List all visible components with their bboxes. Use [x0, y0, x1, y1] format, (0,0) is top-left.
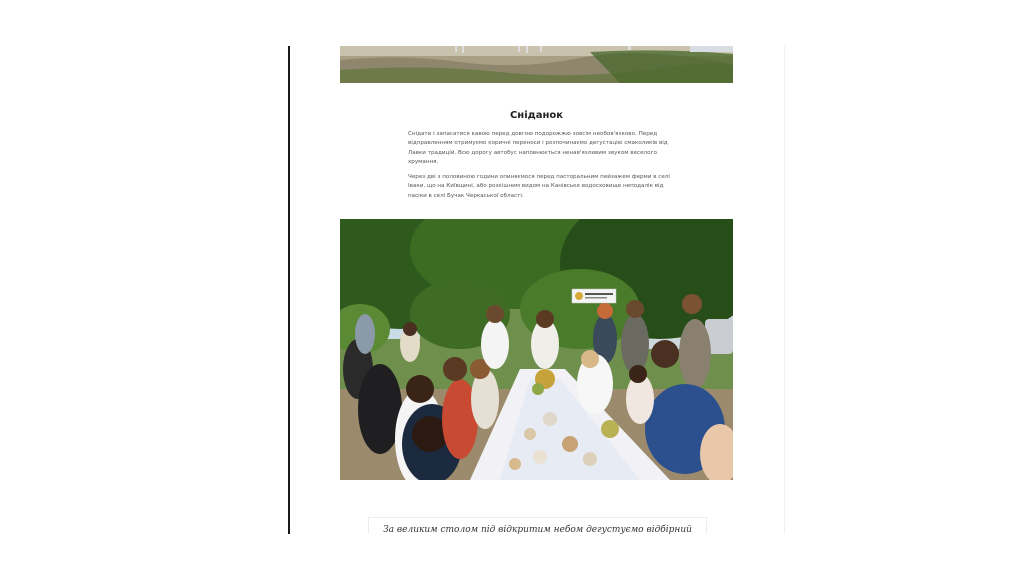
caption-text: За великим столом під відкритим небом дегустуємо відбірний	[383, 525, 692, 534]
paragraph-2: Через дві з половиною години опиняємося перед пасторальним пейзажем ферми в селі Іваки, що на Київщині, або розкішним видом на Канівське водосховище неподалік від пасіки в селі Бучак Черкаської області.	[408, 174, 670, 199]
document-page[interactable]	[292, 46, 784, 534]
breakfast-photo	[340, 219, 733, 480]
top-photo-cropped	[340, 46, 733, 83]
paragraph-1: Снідати і запасатися кавою перед довгою подорожжю зовсім необов'язково. Перед відправленням отримуємо коричні переноси і розпочинаємо дегустацію смаколиків від Лавки традицій. Всю дорогу автобус наповнюється ненав'язливим звуком веселого хрумання.	[408, 131, 668, 166]
caption-box	[368, 517, 707, 534]
left-border-rule	[288, 46, 290, 534]
section-title: Сніданок	[509, 110, 564, 121]
